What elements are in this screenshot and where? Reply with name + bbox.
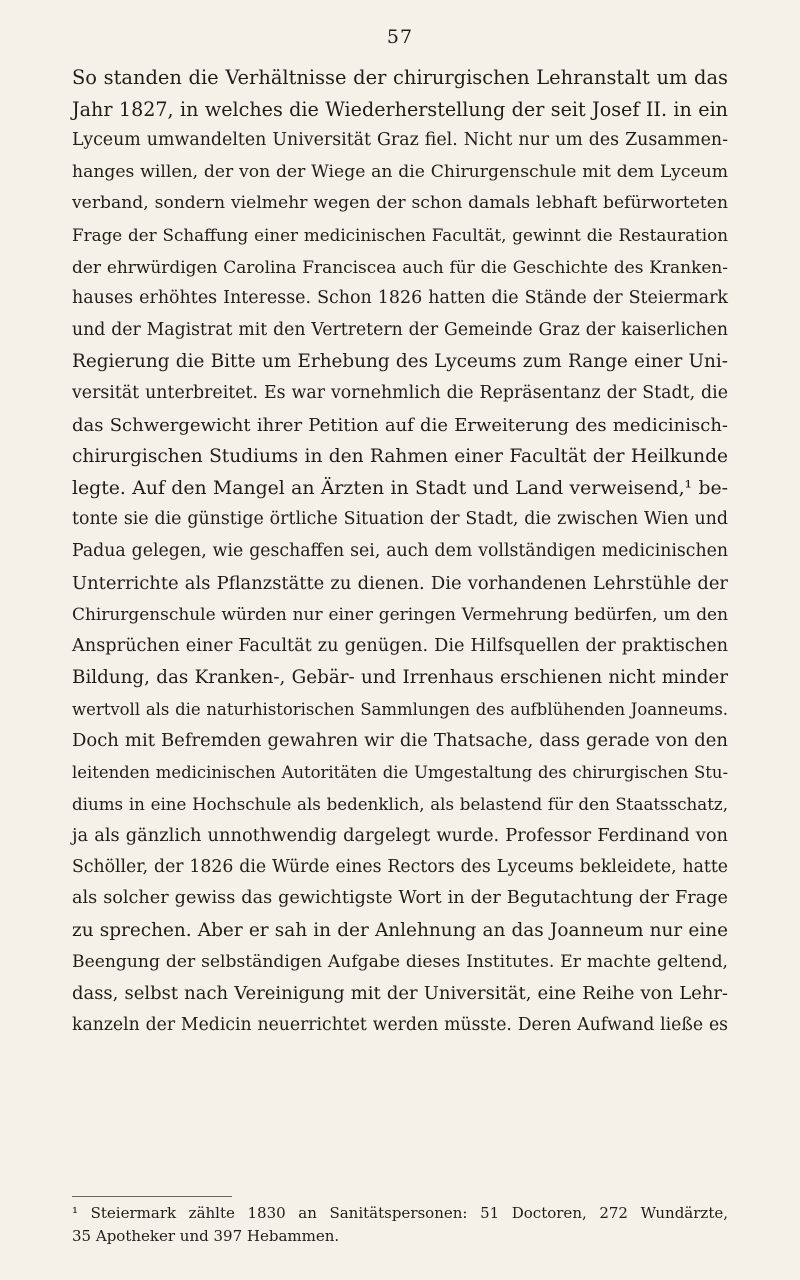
page-number: 57 [386, 26, 414, 48]
text-line-16: Padua gelegen, wie geschaffen sei, auch dem vollständigen medicinischen [72, 540, 728, 561]
text-line-6: Frage der Schaffung einer medicinischen Facultät, gewinnt die Restauration [72, 224, 728, 245]
text-line-30: dass, selbst nach Vereinigung mit der Universität, eine Reihe von Lehr- [72, 983, 728, 1005]
text-line-9: und der Magistrat mit den Vertretern der Gemeinde Graz der kaiserlichen [72, 319, 728, 340]
footnote-divider [72, 1196, 232, 1197]
text-line-28: zu sprechen. Aber er sah in der Anlehnung an das Joanneum nur eine [72, 920, 728, 942]
text-line-27: als solcher gewiss das gewichtigste Wort in der Begutachtung der Frage [72, 888, 728, 909]
body-text [72, 62, 728, 1041]
footnote-text-1: Steiermark zählte 1830 an Sanitätspersonen: 51 Doctoren, 272 Wundärzte, [90, 1204, 728, 1222]
text-line-29: Beengung der selbständigen Aufgabe dieses Institutes. Er machte geltend, [72, 951, 728, 972]
footnote-line-2: 35 Apotheker und 397 Hebammen. [72, 1227, 340, 1245]
text-line-20: Bildung, das Kranken-, Gebär- und Irrenhaus erschienen nicht minder [72, 667, 728, 689]
text-line-5: verband, sondern vielmehr wegen der schon damals lebhaft befürworteten [72, 193, 728, 214]
footnote [72, 1202, 728, 1248]
text-line-24: diums in eine Hochschule als bedenklich, als belastend für den Staatsschatz, [72, 794, 728, 814]
text-line-18: Chirurgenschule würden nur einer geringen Vermehrung bedürfen, um den [72, 604, 728, 625]
text-line-12: das Schwergewicht ihrer Petition auf die Erweiterung des medicinisch- [72, 414, 728, 436]
text-line-15: tonte sie die günstige örtliche Situation der Stadt, die zwischen Wien und [72, 509, 728, 530]
footnote-line-1 [72, 1202, 728, 1225]
text-line-2: Jahr 1827, in welches die Wiederherstellung der seit Josef II. in ein [72, 97, 728, 121]
text-line-21: wertvoll als die naturhistorischen Sammlungen des aufblühenden Joanneums. [72, 699, 728, 719]
text-line-3: Lyceum umwandelten Universität Graz fiel. Nicht nur um des Zusammen- [72, 130, 728, 151]
text-line-14: legte. Auf den Mangel an Ärzten in Stadt und Land verweisend,¹ be- [72, 477, 728, 499]
text-line-4: hanges willen, der von der Wiege an die Chirurgenschule mit dem Lyceum [72, 161, 728, 182]
text-line-23: leitenden medicinischen Autoritäten die Umgestaltung des chirurgischen Stu- [72, 763, 728, 783]
text-line-13: chirurgischen Studiums in den Rahmen einer Facultät der Heilkunde [72, 446, 728, 468]
text-line-25: ja als gänzlich unnothwendig dargelegt wurde. Professor Ferdinand von [72, 825, 728, 847]
text-line-10: Regierung die Bitte um Erhebung des Lyceums zum Range einer Uni- [72, 351, 728, 373]
text-line-31: kanzeln der Medicin neuerrichtet werden müsste. Deren Aufwand ließe es [72, 1014, 728, 1035]
footnote-marker: ¹ [72, 1204, 79, 1222]
text-line-11: versität unterbreitet. Es war vornehmlich die Repräsentanz der Stadt, die [72, 382, 728, 403]
text-line-19: Ansprüchen einer Facultät zu genügen. Die Hilfsquellen der praktischen [72, 635, 728, 656]
text-line-7: der ehrwürdigen Carolina Franciscea auch für die Geschichte des Kranken- [72, 256, 728, 277]
text-line-26: Schöller, der 1826 die Würde eines Rectors des Lyceums bekleidete, hatte [72, 856, 728, 877]
text-line-22: Doch mit Befremden gewahren wir die Thatsache, dass gerade von den [72, 730, 728, 752]
text-line-8: hauses erhöhtes Interesse. Schon 1826 hatten die Stände der Steiermark [72, 288, 728, 309]
text-line-1: So standen die Verhältnisse der chirurgischen Lehranstalt um das [72, 66, 728, 89]
text-line-17: Unterrichte als Pflanzstätte zu dienen. Die vorhandenen Lehrstühle der [72, 572, 728, 594]
